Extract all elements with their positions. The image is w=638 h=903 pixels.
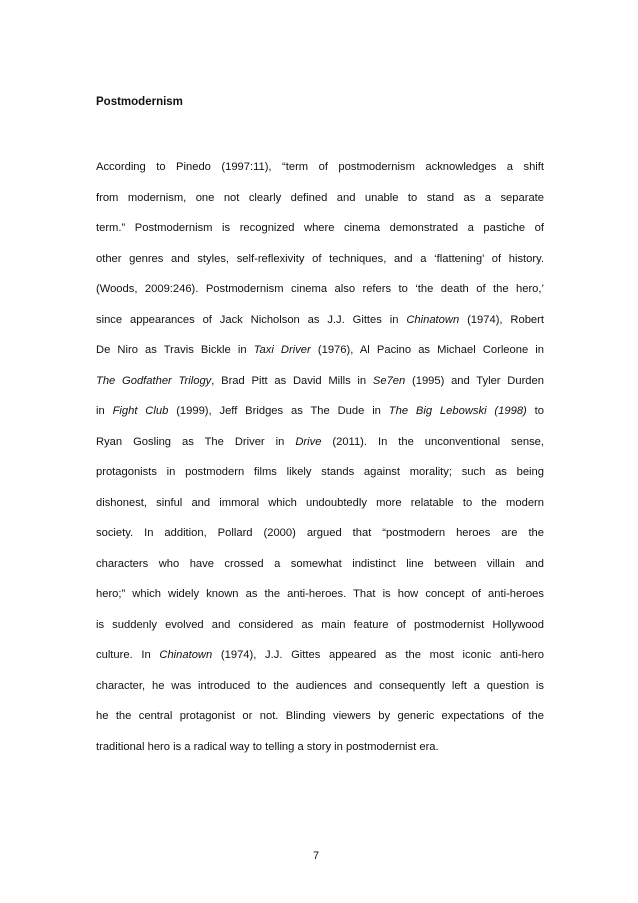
title-italic: The Big Lebowski (1998) [388, 405, 527, 417]
paragraph-line [96, 518, 544, 549]
title-italic: The Godfather Trilogy [96, 374, 212, 387]
text-run: he the central protagonist or not. Blinding viewers by generic expectations of the [96, 710, 544, 722]
title-italic: Chinatown [406, 313, 460, 326]
text-run: character, he was introduced to the audiences and consequently left a question is [96, 679, 544, 692]
paragraph-line [96, 244, 544, 275]
text-run: term.” Postmodernism is recognized where cinema demonstrated a pastiche of [96, 222, 544, 234]
text-run: Ryan Gosling as The Driver in [96, 435, 296, 448]
paragraph-line [96, 183, 544, 214]
text-run: in [96, 405, 113, 417]
paragraph-line [96, 152, 544, 183]
title-italic: Chinatown [159, 649, 213, 661]
paragraph-line [96, 457, 544, 488]
text-run: culture. In [96, 649, 160, 661]
text-run: According to Pinedo (1997:11), “term of postmodernism acknowledges a shift [96, 161, 544, 173]
paragraph-line [96, 488, 544, 519]
title-italic: Drive [295, 435, 322, 448]
paragraph-line [96, 610, 544, 641]
paragraph-line [96, 640, 544, 671]
text-run: society. In addition, Pollard (2000) argued that “postmodern heroes are the [96, 527, 544, 539]
paragraph-line [96, 701, 544, 732]
paragraph-line [96, 305, 544, 336]
text-run: (Woods, 2009:246). Postmodernism cinema also refers to ‘the death of the hero,’ [96, 283, 544, 295]
paragraph-line [96, 732, 544, 763]
paragraph-line [96, 579, 544, 610]
title-italic: Taxi Driver [253, 344, 311, 356]
paragraph-line [96, 335, 544, 366]
title-italic: Fight Club [112, 405, 169, 417]
text-run: characters who have crossed a somewhat indistinct line between villain and [96, 557, 544, 570]
paragraph-line [96, 427, 544, 458]
text-run: (1974), Robert [459, 313, 544, 326]
text-run: (1974), J.J. Gittes appeared as the most iconic anti-hero [212, 649, 544, 661]
text-run: is suddenly evolved and considered as main feature of postmodernist Hollywood [96, 618, 544, 631]
text-run: protagonists in postmodern films likely stands against morality; such as being [96, 466, 544, 478]
text-run: dishonest, sinful and immoral which undoubtedly more relatable to the modern [96, 496, 544, 509]
paragraph-line [96, 671, 544, 702]
text-run: hero;” which widely known as the anti-heroes. That is how concept of anti-heroes [96, 588, 544, 600]
text-run: traditional hero is a radical way to telling a story in postmodernist era. [96, 740, 439, 753]
text-run: (2011). In the unconventional sense, [321, 435, 544, 448]
text-run: , Brad Pitt as David Mills in [211, 374, 373, 387]
title-italic: Se7en [372, 374, 406, 387]
paragraph-line [96, 274, 544, 305]
paragraph-line [96, 396, 544, 427]
text-run: (1976), Al Pacino as Michael Corleone in [310, 344, 545, 356]
text-run: (1999), Jeff Bridges as The Dude in [168, 405, 389, 417]
section-heading: Postmodernism [96, 96, 183, 108]
body-paragraph [96, 152, 544, 762]
text-run: (1995) and Tyler Durden [405, 374, 544, 387]
text-run: De Niro as Travis Bickle in [96, 344, 254, 356]
text-run: to [526, 405, 544, 417]
paragraph-line [96, 213, 544, 244]
page-number: 7 [313, 850, 320, 862]
paragraph-line [96, 366, 544, 397]
text-run: since appearances of Jack Nicholson as J.J. Gittes in [96, 313, 407, 326]
text-run: from modernism, one not clearly defined and unable to stand as a separate [96, 191, 544, 204]
text-run: other genres and styles, self-reflexivity of techniques, and a ‘flattening’ of history. [96, 252, 544, 265]
paragraph-line [96, 549, 544, 580]
